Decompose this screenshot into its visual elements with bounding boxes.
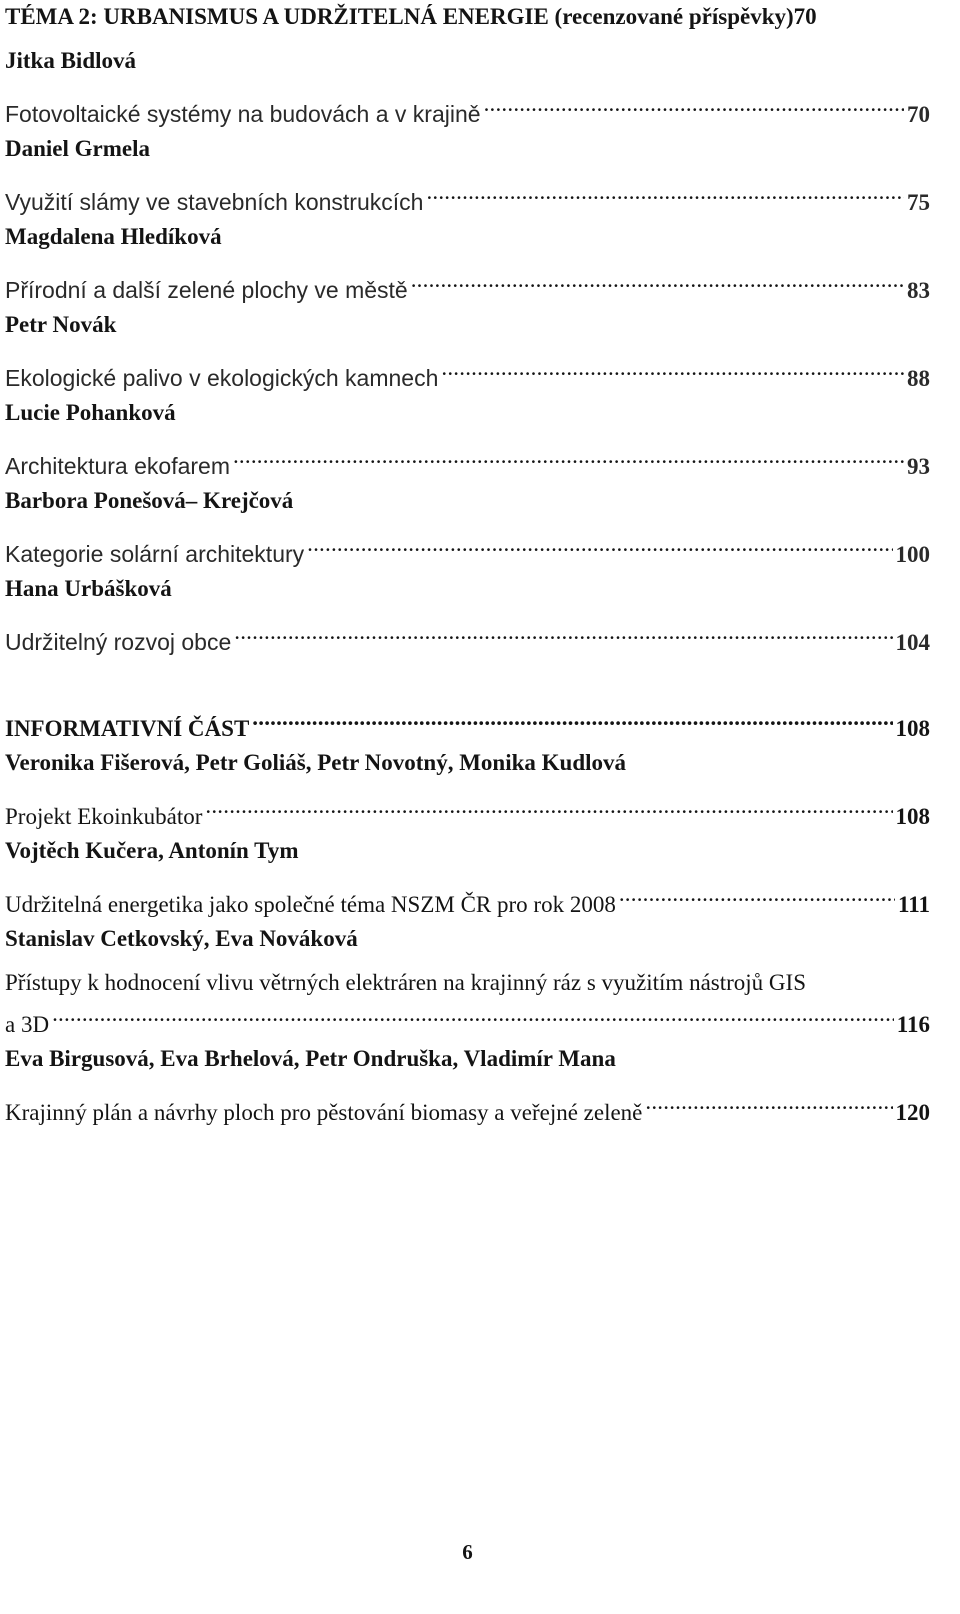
dot-leader	[619, 878, 895, 912]
entry-title: Udržitelný rozvoj obce	[5, 629, 232, 655]
entry-page-number: 116	[896, 1012, 930, 1037]
entries-group-b	[5, 746, 930, 922]
entry-author: Daniel Grmela	[5, 136, 150, 161]
entry-title: Fotovoltaické systémy na budovách a v krajině	[5, 101, 481, 127]
dot-leader	[234, 616, 892, 650]
toc-entry	[5, 88, 930, 132]
toc-entry	[5, 176, 930, 220]
entry-title-line-2: a 3D	[5, 1012, 50, 1037]
toc-entry	[5, 878, 930, 922]
toc-entry	[5, 264, 930, 308]
entry-page-number: 120	[895, 1100, 930, 1125]
section-heading	[5, 0, 930, 44]
entry-author: Jitka Bidlová	[5, 48, 137, 73]
entry-author: Hana Urbášková	[5, 576, 172, 601]
dot-leader	[252, 702, 892, 736]
entry-title-line-1: Přístupy k hodnocení vlivu větrných elektráren na krajinný ráz s využitím nástrojů GIS	[5, 970, 806, 995]
section-spacer	[5, 660, 930, 702]
table-of-contents	[5, 0, 930, 1130]
entry-title: Ekologické palivo v ekologických kamnech	[5, 365, 439, 391]
entry-title: Architektura ekofarem	[5, 453, 230, 479]
entry-title: Přírodní a další zelené plochy ve městě	[5, 277, 408, 303]
entry-title: Využití slámy ve stavebních konstrukcích	[5, 189, 424, 215]
toc-entry	[5, 790, 930, 834]
entry-title: Projekt Ekoinkubátor	[5, 804, 203, 829]
entry-page-number: 100	[895, 542, 930, 567]
entry-author: Veronika Fišerová, Petr Goliáš, Petr Novotný, Monika Kudlová	[5, 750, 627, 775]
entry-title: Krajinný plán a návrhy ploch pro pěstování biomasy a veřejné zeleně	[5, 1100, 643, 1125]
dot-leader	[307, 528, 892, 562]
section-page-number: 70	[793, 4, 817, 29]
info-section-heading	[5, 702, 930, 746]
entry-page-number: 108	[895, 804, 930, 829]
entry-author: Barbora Ponešová– Krejčová	[5, 488, 294, 513]
entry-author: Eva Birgusová, Eva Brhelová, Petr Ondruška, Vladimír Mana	[5, 1046, 616, 1071]
toc-entry	[5, 616, 930, 660]
entry-title: Kategorie solární architektury	[5, 541, 305, 567]
entry-page-number: 93	[907, 454, 930, 479]
entry-page-number: 104	[895, 630, 930, 655]
entry-author: Lucie Pohanková	[5, 400, 176, 425]
entry-author: Stanislav Cetkovský, Eva Nováková	[5, 926, 358, 951]
entry-author: Magdalena Hledíková	[5, 224, 222, 249]
section-title: TÉMA 2: URBANISMUS A UDRŽITELNÁ ENERGIE (recenzované příspěvky)	[5, 4, 794, 29]
dot-leader	[52, 998, 894, 1032]
dot-leader	[233, 440, 904, 474]
page-footer-number: 6	[462, 1540, 473, 1564]
entry-page-number: 83	[907, 278, 930, 303]
entry-author: Vojtěch Kučera, Antonín Tym	[5, 838, 299, 863]
toc-entry-last	[5, 1086, 930, 1130]
dot-leader	[441, 352, 904, 386]
dot-leader	[645, 1086, 892, 1120]
entries-group-a	[5, 44, 930, 660]
entry-page-number: 70	[907, 102, 930, 127]
toc-entry	[5, 528, 930, 572]
toc-entry	[5, 440, 930, 484]
entry-page-number: 111	[898, 892, 930, 917]
dot-leader	[205, 790, 892, 824]
entry-title: Udržitelná energetika jako společné téma NSZM ČR pro rok 2008	[5, 892, 616, 917]
toc-entry	[5, 352, 930, 396]
info-section-title: INFORMATIVNÍ ČÁST	[5, 716, 250, 741]
info-section-page-number: 108	[895, 716, 930, 741]
toc-entry-wrapped	[5, 998, 930, 1042]
dot-leader	[426, 176, 904, 210]
entry-page-number: 75	[907, 190, 930, 215]
dot-leader	[484, 88, 904, 122]
entry-page-number: 88	[907, 366, 930, 391]
entry-author: Petr Novák	[5, 312, 117, 337]
dot-leader	[411, 264, 904, 298]
